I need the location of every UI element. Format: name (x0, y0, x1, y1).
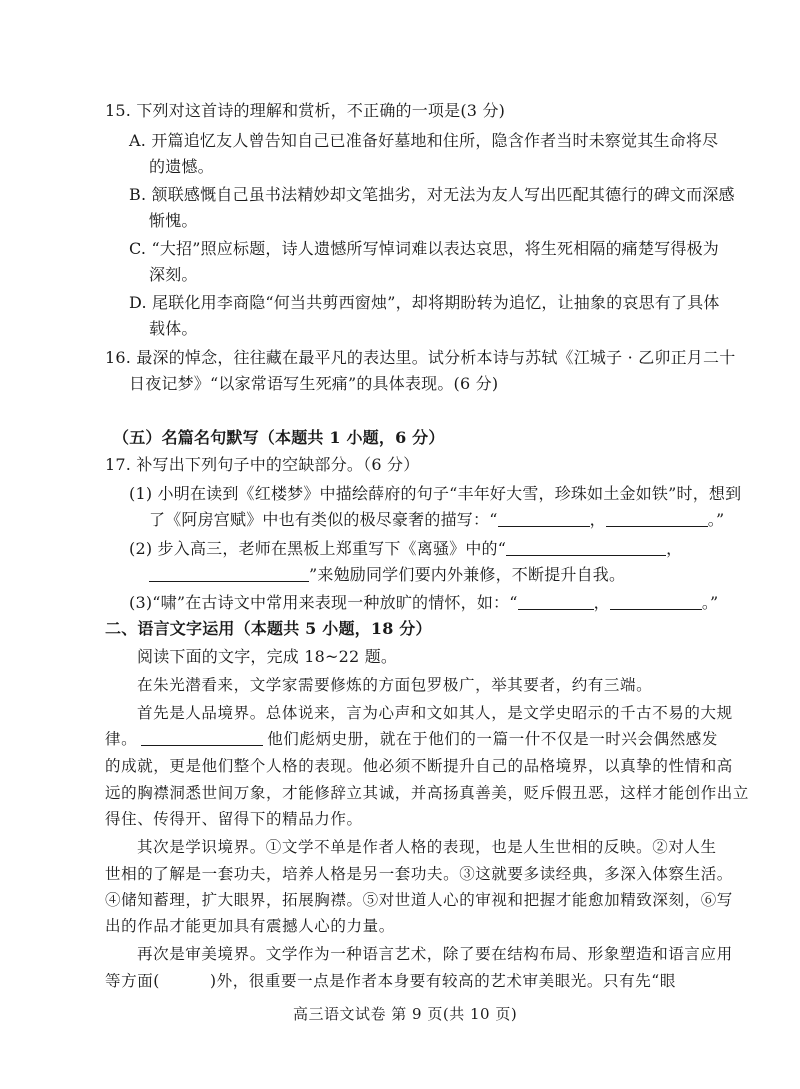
q17-part3-blank-b[interactable] (610, 593, 702, 610)
reading-intro: 阅读下面的文字，完成 18~22 题。 (137, 647, 398, 666)
q17-part2-end: ”来勉励同学们要内外兼修，不断提升自我。 (309, 565, 626, 584)
q17-part1-line1: (1) 小明在读到《红楼梦》中描绘薛府的句子“丰年好大雪，珍珠如土金如铁”时，想到 (129, 484, 742, 503)
q17-part3-comma: ， (593, 593, 610, 612)
q16-line1: 16. 最深的悼念，往往藏在最平凡的表达里。试分析本诗与苏轼《江城子 · 乙卯正月二十 (105, 348, 736, 367)
passage-p2-line2-rest: 他们彪炳史册，就在于他们的一篇一什不仅是一时兴会偶然感发 (267, 730, 719, 748)
passage-p2-line5: 得住、传得开、留得下的精品力作。 (105, 810, 363, 828)
section5-heading: （五）名篇名句默写（本题共 1 小题，6 分） (113, 428, 445, 447)
passage-p3-line1: 其次是学识境界。①文学不单是作者人格的表现，也是人生世相的反映。②对人生 (137, 838, 717, 856)
q15-option-b-line1: B. 颔联感慨自己虽书法精妙却文笔拙劣，对无法为友人写出匹配其德行的碑文而深感 (129, 185, 735, 204)
q17-part3-blank-a[interactable] (518, 593, 594, 610)
passage-blank[interactable] (141, 729, 263, 746)
q17-part1-end: 。” (707, 510, 725, 529)
q16-line2: 日夜记梦》“以家常语写生死痛”的具体表现。(6 分) (129, 374, 499, 393)
q17-part3-line (129, 592, 718, 614)
q15-option-a-line2: 的遗憾。 (149, 157, 214, 176)
passage-p3-line3: ④储知蓄理，扩大眼界，拓展胸襟。⑤对世道人心的审视和把握才能愈加精致深刻，⑥写 (105, 891, 733, 909)
q15-option-c-line1: C. “大招”照应标题，诗人遗憾所写悼词难以表达哀思，将生死相隔的痛楚写得极为 (129, 239, 720, 258)
q17-part1-blank-a[interactable] (498, 510, 590, 527)
q17-part1-line2 (149, 509, 724, 531)
q17-part1-prompt: 了《阿房宫赋》中也有类似的极尽豪奢的描写：“ (149, 510, 498, 529)
q17-part1-blank-b[interactable] (606, 510, 708, 527)
passage-p4-line1: 再次是审美境界。文学作为一种语言艺术，除了要在结构布局、形象塑造和语言应用 (137, 945, 733, 963)
passage-p2-line2-start: 律。 (105, 730, 138, 748)
q15-option-a-line1: A. 开篇追忆友人曾告知自己已准备好墓地和住所，隐含作者当时未察觉其生命将尽 (129, 131, 719, 150)
q17-part2-blank-a[interactable] (506, 539, 666, 556)
passage-p4-line2-start: 等方面( (105, 972, 160, 990)
passage-p2-line1: 首先是人品境界。总体说来，言为心声和文如其人，是文学史昭示的千古不易的大规 (137, 704, 733, 722)
q17-part3-end: 。” (701, 593, 719, 612)
q17-part2-line1 (129, 538, 682, 560)
passage-p1: 在朱光潜看来，文学家需要修炼的方面包罗极广，举其要者，约有三端。 (137, 676, 653, 694)
q15-option-c-line2: 深刻。 (149, 265, 198, 284)
q15-option-d-line1: D. 尾联化用李商隐“何当共剪西窗烛”，却将期盼转为追忆，让抽象的哀思有了具体 (129, 293, 720, 312)
q15-option-b-line2: 惭愧。 (149, 211, 198, 230)
passage-p2-line4: 远的胸襟洞悉世间万象，才能修辞立其诚，并高扬真善美，贬斥假丑恶，这样才能创作出立 (105, 784, 750, 802)
passage-p3-line4: 出的作品才能更加具有震撼人心的力量。 (105, 917, 395, 935)
q17-part3-prompt: (3)“啸”在古诗文中常用来表现一种放旷的情怀，如：“ (129, 593, 518, 612)
q15-stem: 15. 下列对这首诗的理解和赏析，不正确的一项是(3 分) (105, 101, 506, 120)
passage-p4-line2-rest: )外，很重要一点是作者本身要有较高的艺术审美眼光。只有先“眼 (209, 972, 676, 990)
q17-part1-comma: ， (589, 510, 606, 529)
passage-p2-line3: 的成就，更是他们整个人格的表现。他必须不断提升自己的品格境界，以真挚的性情和高 (105, 757, 733, 775)
q15-option-d-line2: 载体。 (149, 319, 198, 338)
passage-p3-line2: 世相的了解是一套功夫，培养人格是另一套功夫。③这就要多读经典，多深入体察生活。 (105, 865, 733, 883)
q17-stem: 17. 补写出下列句子中的空缺部分。（6 分） (105, 455, 420, 474)
q17-part2-line2 (149, 564, 625, 586)
page-footer: 高三语文试卷 第 9 页(共 10 页) (293, 1005, 518, 1023)
q17-part2-blank-b[interactable] (149, 565, 309, 582)
passage-p4-line2 (105, 970, 676, 992)
q17-part2-comma: ， (666, 539, 683, 558)
passage-p2-line2 (105, 728, 718, 750)
q17-part2-prompt: (2) 步入高三，老师在黑板上郑重写下《离骚》中的“ (129, 539, 507, 558)
part2-heading: 二、语言文字运用（本题共 5 小题，18 分） (105, 619, 432, 638)
